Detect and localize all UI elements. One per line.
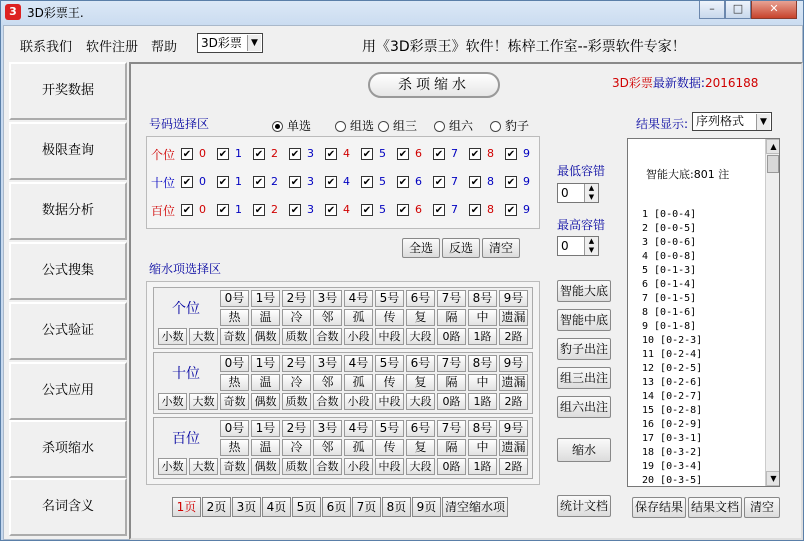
digit-checkbox[interactable]: ✔ — [470, 177, 480, 188]
shrink-area-title: 缩水项选择区 — [149, 262, 222, 276]
title-bar — [1, 1, 803, 23]
nav-draw-data-button[interactable]: 开奖数据 — [9, 62, 127, 120]
shrink-number-cell[interactable]: 0号 — [220, 290, 249, 307]
digit-checkbox[interactable]: ✔ — [182, 205, 192, 216]
shrink-number-cell[interactable]: 2号 — [282, 290, 311, 307]
result-line: 10 [0-2-3] — [642, 335, 703, 346]
result-line: 14 [0-2-7] — [642, 391, 703, 402]
digit-label: 7 — [451, 203, 458, 216]
digit-label: 6 — [415, 175, 422, 188]
radio-button-icon[interactable] — [335, 121, 346, 132]
latest-label-text: 最新数据: — [652, 76, 705, 90]
digit-checkbox[interactable]: ✔ — [434, 177, 444, 188]
window-title: 3D彩票王. — [27, 6, 84, 20]
digit-row-label: 个位 — [151, 148, 176, 162]
digit-label: 5 — [379, 147, 386, 160]
shrink-attr-cell[interactable]: 邻 — [313, 374, 342, 391]
shrink-type-cell[interactable]: 大段 — [406, 328, 435, 345]
shrink-number-cell[interactable]: 0号 — [220, 420, 249, 437]
digit-checkbox[interactable]: ✔ — [470, 149, 480, 160]
digit-select-box — [146, 136, 540, 229]
digit-checkbox[interactable]: ✔ — [326, 149, 336, 160]
shrink-number-cell[interactable]: 6号 — [406, 420, 435, 437]
digit-label: 6 — [415, 203, 422, 216]
display-format-select[interactable] — [692, 112, 772, 131]
digit-checkbox[interactable]: ✔ — [398, 205, 408, 216]
result-line: 19 [0-3-4] — [642, 461, 703, 472]
nav-formula-apply-button[interactable]: 公式应用 — [9, 362, 127, 420]
shrink-number-cell[interactable]: 8号 — [468, 290, 497, 307]
shrink-attr-cell[interactable]: 冷 — [282, 374, 311, 391]
result-line: 2 [0-0-5] — [642, 223, 697, 234]
shrink-type-cell[interactable]: 偶数 — [251, 393, 280, 410]
digit-label: 9 — [523, 147, 530, 160]
shrink-group — [153, 287, 533, 349]
shrink-number-cell[interactable]: 5号 — [375, 420, 404, 437]
shrink-attr-cell[interactable]: 孤 — [344, 374, 373, 391]
shrink-attr-cell[interactable]: 邻 — [313, 439, 342, 456]
shrink-type-cell[interactable]: 中段 — [375, 328, 404, 345]
digit-label: 2 — [271, 203, 278, 216]
chevron-down-icon[interactable]: ▼ — [247, 35, 261, 51]
shrink-number-cell[interactable]: 3号 — [313, 420, 342, 437]
radio-label: 组选 — [350, 119, 375, 133]
digit-label: 3 — [307, 175, 314, 188]
radio-button-icon[interactable] — [490, 121, 501, 132]
shrink-type-cell[interactable]: 1路 — [468, 458, 497, 475]
shrink-number-cell[interactable]: 7号 — [437, 355, 466, 372]
shrink-type-cell[interactable]: 小段 — [344, 393, 373, 410]
digit-checkbox[interactable]: ✔ — [218, 149, 228, 160]
shrink-type-cell[interactable]: 小段 — [344, 458, 373, 475]
shrink-type-cell[interactable]: 小数 — [158, 393, 187, 410]
shrink-attr-cell[interactable]: 热 — [220, 374, 249, 391]
page-button-1[interactable]: 2页 — [202, 497, 231, 517]
digit-checkbox[interactable]: ✔ — [470, 205, 480, 216]
shrink-number-cell[interactable]: 1号 — [251, 420, 280, 437]
smart-big-base-button[interactable]: 智能大底 — [557, 280, 611, 302]
shrink-attr-cell[interactable]: 孤 — [344, 439, 373, 456]
shrink-number-cell[interactable]: 3号 — [313, 355, 342, 372]
result-line: 12 [0-2-5] — [642, 363, 703, 374]
radio-3[interactable] — [434, 117, 473, 134]
spinner-arrows-icon[interactable]: ▲ ▼ — [584, 184, 598, 202]
page-button-6[interactable]: 7页 — [352, 497, 381, 517]
shrink-number-cell[interactable]: 7号 — [437, 290, 466, 307]
page-button-4[interactable]: 5页 — [292, 497, 321, 517]
shrink-attr-cell[interactable]: 复 — [406, 309, 435, 326]
digit-label: 0 — [199, 147, 206, 160]
shrink-group-title: 个位 — [172, 301, 200, 317]
digit-checkbox[interactable]: ✔ — [434, 149, 444, 160]
digit-label: 1 — [235, 147, 242, 160]
scroll-thumb[interactable] — [767, 155, 779, 173]
shrink-attr-cell[interactable]: 隔 — [437, 309, 466, 326]
menu-contact[interactable]: 联系我们 — [20, 40, 73, 55]
select-all-button[interactable]: 全选 — [402, 238, 440, 258]
min-tolerance-label: 最低容错 — [557, 164, 606, 178]
digit-checkbox[interactable]: ✔ — [362, 149, 372, 160]
shrink-attr-cell[interactable]: 热 — [220, 309, 249, 326]
result-line: 13 [0-2-6] — [642, 377, 703, 388]
digit-checkbox[interactable]: ✔ — [506, 205, 516, 216]
radio-button-icon[interactable] — [434, 121, 445, 132]
shrink-type-cell[interactable]: 合数 — [313, 458, 342, 475]
radio-button-icon[interactable] — [378, 121, 389, 132]
digit-label: 5 — [379, 175, 386, 188]
radio-1[interactable] — [335, 117, 374, 134]
shrink-attr-cell[interactable]: 隔 — [437, 374, 466, 391]
stats-doc-button[interactable]: 统计文档 — [557, 495, 611, 517]
display-format-value: 序列格式 — [696, 114, 745, 128]
digit-label: 8 — [487, 147, 494, 160]
shrink-attr-cell[interactable]: 遗漏 — [499, 309, 528, 326]
result-line: 1 [0-0-4] — [642, 209, 697, 220]
result-line: 3 [0-0-6] — [642, 237, 697, 248]
latest-brand: 3D彩票 — [612, 76, 653, 90]
number-area-title: 号码选择区 — [149, 117, 210, 131]
result-doc-button[interactable]: 结果文档 — [688, 497, 742, 518]
page-button-8[interactable]: 9页 — [412, 497, 441, 517]
shrink-number-cell[interactable]: 9号 — [499, 355, 528, 372]
result-line: 18 [0-3-2] — [642, 447, 703, 458]
shrink-attr-cell[interactable]: 中 — [468, 439, 497, 456]
radio-label: 组三 — [393, 119, 418, 133]
save-result-button[interactable]: 保存结果 — [632, 497, 686, 518]
shrink-type-cell[interactable]: 大段 — [406, 458, 435, 475]
digit-label: 9 — [523, 175, 530, 188]
shrink-number-cell[interactable]: 8号 — [468, 420, 497, 437]
shrink-number-cell[interactable]: 7号 — [437, 420, 466, 437]
nav-formula-verify-button[interactable]: 公式验证 — [9, 302, 127, 360]
group3-bet-button[interactable]: 组三出注 — [557, 367, 611, 389]
result-line: 17 [0-3-1] — [642, 433, 703, 444]
shrink-button[interactable]: 缩水 — [557, 438, 611, 462]
page-button-3[interactable]: 4页 — [262, 497, 291, 517]
digit-label: 4 — [343, 147, 350, 160]
shrink-type-cell[interactable]: 1路 — [468, 393, 497, 410]
digit-label: 4 — [343, 203, 350, 216]
shrink-type-cell[interactable]: 质数 — [282, 458, 311, 475]
digit-label: 0 — [199, 175, 206, 188]
scroll-up-icon[interactable]: ▲ — [766, 139, 780, 154]
digit-checkbox[interactable]: ✔ — [218, 177, 228, 188]
shrink-type-cell[interactable]: 大数 — [189, 328, 218, 345]
result-line: 11 [0-2-4] — [642, 349, 703, 360]
invert-button[interactable]: 反选 — [442, 238, 480, 258]
shrink-attr-cell[interactable]: 遗漏 — [499, 374, 528, 391]
shrink-number-cell[interactable]: 4号 — [344, 420, 373, 437]
shrink-type-cell[interactable]: 2路 — [499, 458, 528, 475]
shrink-attr-cell[interactable]: 隔 — [437, 439, 466, 456]
shrink-attr-cell[interactable]: 遗漏 — [499, 439, 528, 456]
nav-glossary-button[interactable]: 名词含义 — [9, 478, 127, 536]
result-line: 5 [0-1-3] — [642, 265, 697, 276]
radio-2[interactable] — [378, 117, 417, 134]
digit-label: 7 — [451, 147, 458, 160]
shrink-attr-cell[interactable]: 中 — [468, 309, 497, 326]
shrink-attr-cell[interactable]: 温 — [251, 374, 280, 391]
shrink-number-cell[interactable]: 3号 — [313, 290, 342, 307]
latest-issue-number: 2016188 — [704, 76, 759, 90]
nav-limit-query-button[interactable]: 极限查询 — [9, 122, 127, 180]
digit-label: 3 — [307, 203, 314, 216]
digit-label: 2 — [271, 175, 278, 188]
shrink-group — [153, 417, 533, 479]
shrink-type-cell[interactable]: 2路 — [499, 393, 528, 410]
shrink-attr-cell[interactable]: 孤 — [344, 309, 373, 326]
nav-data-analysis-button[interactable]: 数据分析 — [9, 182, 127, 240]
result-line: 6 [0-1-4] — [642, 279, 697, 290]
digit-checkbox[interactable]: ✔ — [290, 149, 300, 160]
digit-label: 1 — [235, 175, 242, 188]
scroll-down-icon[interactable]: ▼ — [766, 471, 780, 486]
shrink-group-title: 百位 — [172, 431, 200, 447]
result-line: 8 [0-1-6] — [642, 307, 697, 318]
shrink-number-cell[interactable]: 0号 — [220, 355, 249, 372]
digit-checkbox[interactable]: ✔ — [218, 205, 228, 216]
shrink-type-cell[interactable]: 合数 — [313, 393, 342, 410]
spinner-arrows-icon[interactable]: ▲ ▼ — [584, 237, 598, 255]
maximize-button[interactable]: □ — [725, 1, 751, 19]
latest-data-label — [612, 74, 758, 91]
digit-checkbox[interactable]: ✔ — [254, 177, 264, 188]
shrink-select-box — [146, 281, 540, 485]
shrink-number-cell[interactable]: 2号 — [282, 355, 311, 372]
shrink-attr-cell[interactable]: 冷 — [282, 439, 311, 456]
shrink-attr-cell[interactable]: 传 — [375, 309, 404, 326]
radio-4[interactable] — [490, 117, 529, 134]
minimize-button[interactable]: – — [699, 1, 725, 19]
digit-label: 6 — [415, 147, 422, 160]
radio-label: 组六 — [449, 119, 474, 133]
shrink-number-cell[interactable]: 9号 — [499, 290, 528, 307]
shrink-number-cell[interactable]: 4号 — [344, 290, 373, 307]
result-display-label: 结果显示: — [636, 117, 689, 131]
mode-radio-group — [272, 117, 542, 133]
digit-checkbox[interactable]: ✔ — [434, 205, 444, 216]
shrink-type-cell[interactable]: 1路 — [468, 328, 497, 345]
menu-help[interactable]: 帮助 — [151, 40, 178, 55]
shrink-attr-cell[interactable]: 热 — [220, 439, 249, 456]
result-line: 7 [0-1-5] — [642, 293, 697, 304]
shrink-number-cell[interactable]: 9号 — [499, 420, 528, 437]
shrink-attr-cell[interactable]: 复 — [406, 439, 435, 456]
shrink-attr-cell[interactable]: 中 — [468, 374, 497, 391]
digit-label: 2 — [271, 147, 278, 160]
digit-checkbox[interactable]: ✔ — [290, 205, 300, 216]
shrink-group — [153, 352, 533, 414]
smart-mid-base-button[interactable]: 智能中底 — [557, 309, 611, 331]
digit-checkbox[interactable]: ✔ — [362, 177, 372, 188]
shrink-number-cell[interactable]: 1号 — [251, 290, 280, 307]
digit-checkbox[interactable]: ✔ — [326, 177, 336, 188]
digit-label: 7 — [451, 175, 458, 188]
digit-label: 4 — [343, 175, 350, 188]
shrink-type-cell[interactable]: 合数 — [313, 328, 342, 345]
shrink-type-cell[interactable]: 2路 — [499, 328, 528, 345]
shrink-type-cell[interactable]: 偶数 — [251, 328, 280, 345]
page-button-9[interactable]: 清空缩水项 — [442, 497, 508, 517]
digit-row-label: 十位 — [151, 176, 176, 190]
digit-checkbox[interactable]: ✔ — [182, 177, 192, 188]
result-line: 4 [0-0-8] — [642, 251, 697, 262]
chevron-down-icon[interactable]: ▼ — [756, 114, 770, 130]
lottery-type-value: 3D彩票 — [201, 36, 242, 50]
digit-label: 0 — [199, 203, 206, 216]
digit-checkbox[interactable]: ✔ — [398, 149, 408, 160]
digit-checkbox[interactable]: ✔ — [254, 149, 264, 160]
radio-button-icon[interactable] — [272, 121, 283, 132]
page-button-2[interactable]: 3页 — [232, 497, 261, 517]
result-list[interactable] — [627, 138, 780, 487]
result-line: 9 [0-1-8] — [642, 321, 697, 332]
panel-title: 杀项缩水 — [368, 72, 500, 98]
clear-result-button[interactable]: 清空 — [744, 497, 780, 518]
shrink-attr-cell[interactable]: 温 — [251, 439, 280, 456]
result-line: 16 [0-2-9] — [642, 419, 703, 430]
shrink-attr-cell[interactable]: 邻 — [313, 309, 342, 326]
digit-checkbox[interactable]: ✔ — [182, 149, 192, 160]
shrink-type-cell[interactable]: 小数 — [158, 328, 187, 345]
digit-label: 3 — [307, 147, 314, 160]
shrink-type-cell[interactable]: 0路 — [437, 393, 466, 410]
result-line: 15 [0-2-8] — [642, 405, 703, 416]
digit-checkbox[interactable]: ✔ — [506, 177, 516, 188]
digit-label: 1 — [235, 203, 242, 216]
shrink-attr-cell[interactable]: 冷 — [282, 309, 311, 326]
max-tolerance-spinner[interactable] — [557, 236, 599, 256]
app-logo-icon: 3 — [5, 4, 21, 20]
shrink-group-title: 十位 — [172, 366, 200, 382]
digit-label: 8 — [487, 203, 494, 216]
digit-checkbox[interactable]: ✔ — [254, 205, 264, 216]
nav-kill-shrink-button[interactable]: 杀项缩水 — [9, 420, 127, 478]
result-scrollbar[interactable] — [765, 139, 780, 486]
result-line: 20 [0-3-5] — [642, 475, 703, 486]
radio-label: 单选 — [287, 119, 312, 133]
shrink-type-cell[interactable]: 奇数 — [220, 458, 249, 475]
shrink-type-cell[interactable]: 奇数 — [220, 328, 249, 345]
clear-digits-button[interactable]: 清空 — [482, 238, 520, 258]
shrink-type-cell[interactable]: 小数 — [158, 458, 187, 475]
slogan-text: 用《3D彩票王》软件！栋梓工作室--彩票软件专家！ — [362, 39, 686, 55]
shrink-type-cell[interactable]: 中段 — [375, 393, 404, 410]
digit-checkbox[interactable]: ✔ — [362, 205, 372, 216]
nav-formula-collect-button[interactable]: 公式搜集 — [9, 242, 127, 300]
min-tolerance-spinner[interactable] — [557, 183, 599, 203]
shrink-number-cell[interactable]: 1号 — [251, 355, 280, 372]
leopard-bet-button[interactable]: 豹子出注 — [557, 338, 611, 360]
shrink-attr-cell[interactable]: 温 — [251, 309, 280, 326]
menu-register[interactable]: 软件注册 — [86, 40, 139, 55]
digit-label: 8 — [487, 175, 494, 188]
shrink-number-cell[interactable]: 6号 — [406, 290, 435, 307]
result-summary: 智能大底:801 注 — [646, 168, 730, 181]
page-button-5[interactable]: 6页 — [322, 497, 351, 517]
shrink-number-cell[interactable]: 2号 — [282, 420, 311, 437]
digit-label: 9 — [523, 203, 530, 216]
page-button-0[interactable]: 1页 — [172, 497, 201, 517]
shrink-type-cell[interactable]: 中段 — [375, 458, 404, 475]
shrink-type-cell[interactable]: 奇数 — [220, 393, 249, 410]
shrink-type-cell[interactable]: 大段 — [406, 393, 435, 410]
min-tolerance-value: 0 — [561, 186, 569, 200]
digit-checkbox[interactable]: ✔ — [506, 149, 516, 160]
shrink-type-cell[interactable]: 0路 — [437, 328, 466, 345]
close-button[interactable]: ✕ — [751, 1, 797, 19]
digit-checkbox[interactable]: ✔ — [290, 177, 300, 188]
shrink-type-cell[interactable]: 0路 — [437, 458, 466, 475]
shrink-type-cell[interactable]: 质数 — [282, 328, 311, 345]
digit-checkbox[interactable]: ✔ — [398, 177, 408, 188]
shrink-number-cell[interactable]: 5号 — [375, 290, 404, 307]
shrink-attr-cell[interactable]: 复 — [406, 374, 435, 391]
max-tolerance-value: 0 — [561, 239, 569, 253]
radio-0[interactable] — [272, 117, 311, 134]
group6-bet-button[interactable]: 组六出注 — [557, 396, 611, 418]
shrink-type-cell[interactable]: 偶数 — [251, 458, 280, 475]
radio-label: 豹子 — [505, 119, 530, 133]
shrink-number-cell[interactable]: 4号 — [344, 355, 373, 372]
digit-checkbox[interactable]: ✔ — [326, 205, 336, 216]
lottery-type-select[interactable] — [197, 33, 263, 53]
shrink-number-cell[interactable]: 5号 — [375, 355, 404, 372]
shrink-number-cell[interactable]: 6号 — [406, 355, 435, 372]
digit-row-label: 百位 — [151, 204, 176, 218]
shrink-type-cell[interactable]: 质数 — [282, 393, 311, 410]
shrink-type-cell[interactable]: 小段 — [344, 328, 373, 345]
shrink-attr-cell[interactable]: 传 — [375, 439, 404, 456]
shrink-attr-cell[interactable]: 传 — [375, 374, 404, 391]
shrink-type-cell[interactable]: 大数 — [189, 458, 218, 475]
shrink-number-cell[interactable]: 8号 — [468, 355, 497, 372]
shrink-type-cell[interactable]: 大数 — [189, 393, 218, 410]
page-button-7[interactable]: 8页 — [382, 497, 411, 517]
max-tolerance-label: 最高容错 — [557, 218, 606, 232]
digit-label: 5 — [379, 203, 386, 216]
